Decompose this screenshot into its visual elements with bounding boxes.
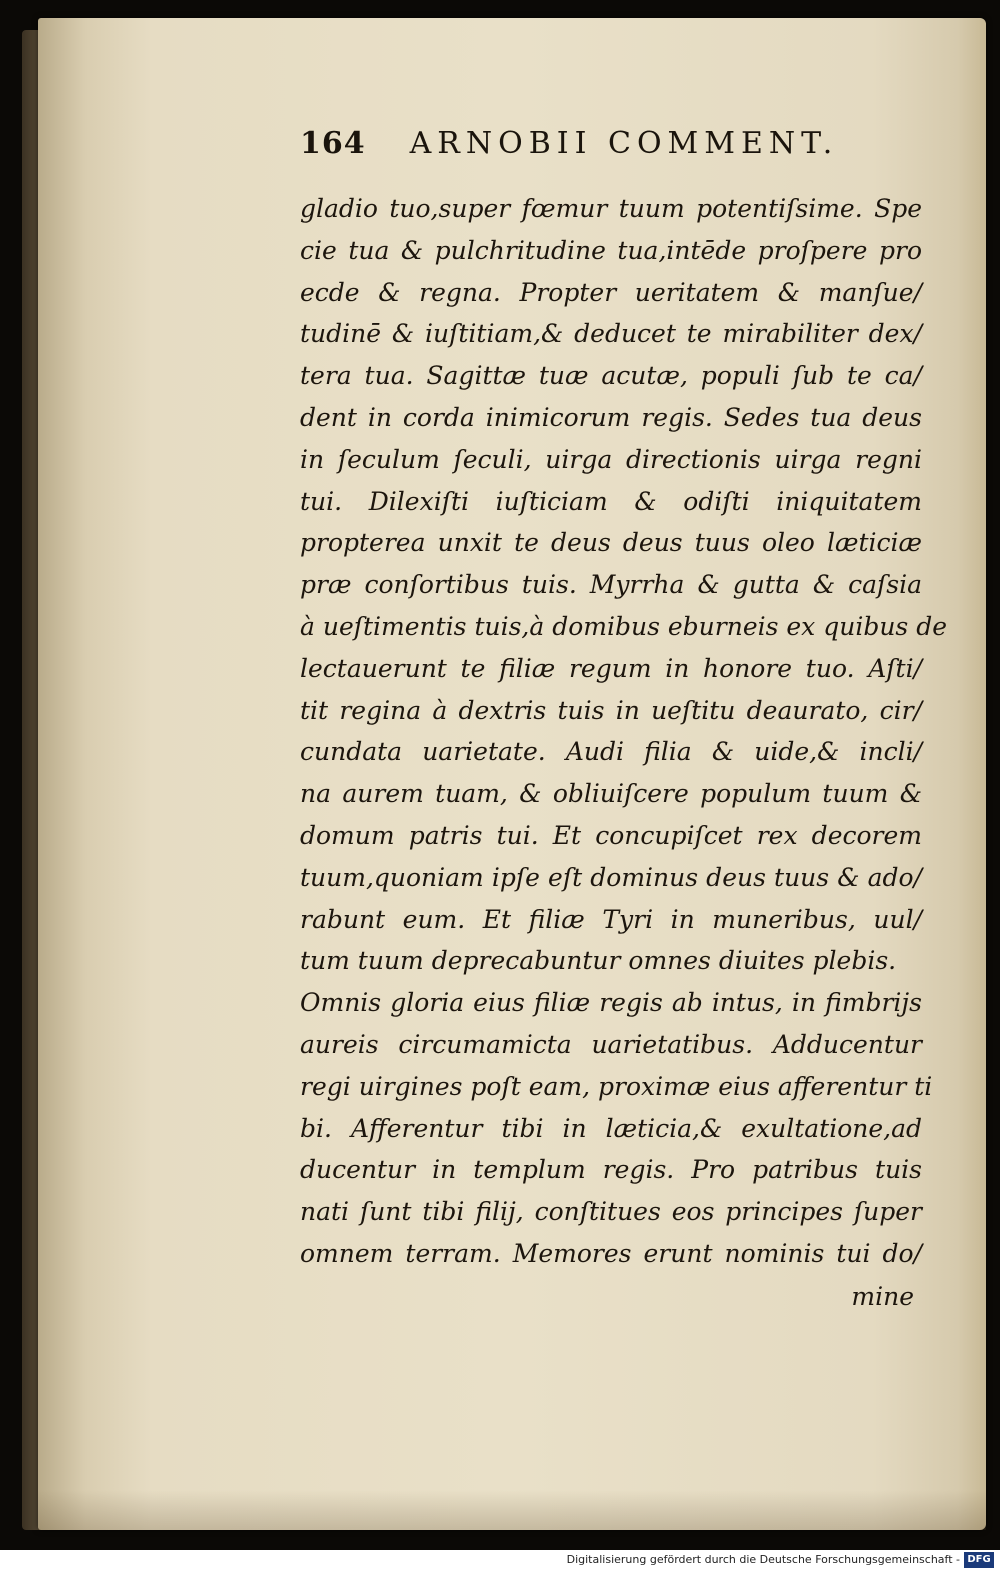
text-line: cie tua & pulchritudine tua,intēde proſpere pro xyxy=(300,235,922,265)
text-line: propterea unxit te deus deus tuus oleo læticiæ xyxy=(300,528,922,558)
footer-bar xyxy=(0,1550,1000,1571)
body-text xyxy=(300,188,948,1275)
page-number: 164 xyxy=(300,126,366,161)
text-line: à ueſtimentis tuis,à domibus eburneis ex quibus de xyxy=(300,611,948,641)
text-line: bi. Afferentur tibi in læticia,& exultatione,ad xyxy=(300,1113,922,1143)
text-line: omnem terram. Memores erunt nominis tui do/ xyxy=(300,1238,922,1268)
text-line: gladio tuo,super fœmur tuum potentiſsime. Spe xyxy=(300,194,922,223)
text-line: dent in corda inimicorum regis. Sedes tua deus xyxy=(300,402,922,432)
text-line: tui. Dilexiſti iuſticiam & odiſti iniquitatem xyxy=(300,486,922,516)
text-line: regi uirgines poſt eam, proximæ eius afferentur ti xyxy=(300,1071,933,1101)
text-line: Omnis gloria eius filiæ regis ab intus, in fimbrijs xyxy=(300,988,922,1018)
text-line: tuum,quoniam ipſe eſt dominus deus tuus & ado/ xyxy=(300,862,922,892)
catchword: mine xyxy=(851,1282,914,1311)
text-line: nati ſunt tibi filij, conſtitues eos principes ſuper xyxy=(300,1197,922,1227)
text-line: tudinē & iuſtitiam,& deducet te mirabiliter dex/ xyxy=(300,319,922,349)
text-line: aureis circumamicta uarietatibus. Adducentur xyxy=(300,1029,922,1059)
text-line: lectauerunt te filiæ regum in honore tuo. Aſti/ xyxy=(300,653,922,683)
digitization-credit: Digitalisierung gefördert durch die Deutsche Forschungsgemeinschaft - xyxy=(566,1553,960,1566)
text-line: domum patris tui. Et concupiſcet rex decorem xyxy=(300,820,922,850)
running-head-title: ARNOBII COMMENT. xyxy=(409,126,839,161)
text-line: na aurem tuam, & obliuiſcere populum tuum & xyxy=(300,779,922,809)
text-line: rabunt eum. Et filiæ Tyri in muneribus, uul/ xyxy=(300,904,922,934)
text-line: cundata uarietate. Audi filia & uide,& incli/ xyxy=(300,737,922,767)
text-line: tum tuum deprecabuntur omnes diuites plebis. xyxy=(300,946,897,976)
text-line: ducentur in templum regis. Pro patribus tuis xyxy=(300,1155,922,1185)
running-head xyxy=(300,126,920,170)
text-line: præ conſortibus tuis. Myrrha & gutta & caſsia xyxy=(300,570,922,600)
dfg-logo-icon: DFG xyxy=(964,1552,994,1568)
text-line: tera tua. Sagittæ tuæ acutæ, populi ſub te ca/ xyxy=(300,361,922,391)
text-line: in ſeculum ſeculi, uirga directionis uirga regni xyxy=(300,444,922,474)
text-line: ecde & regna. Propter ueritatem & manſue/ xyxy=(300,277,922,307)
text-line: tit regina à dextris tuis in ueſtitu deaurato, cir/ xyxy=(300,695,922,725)
